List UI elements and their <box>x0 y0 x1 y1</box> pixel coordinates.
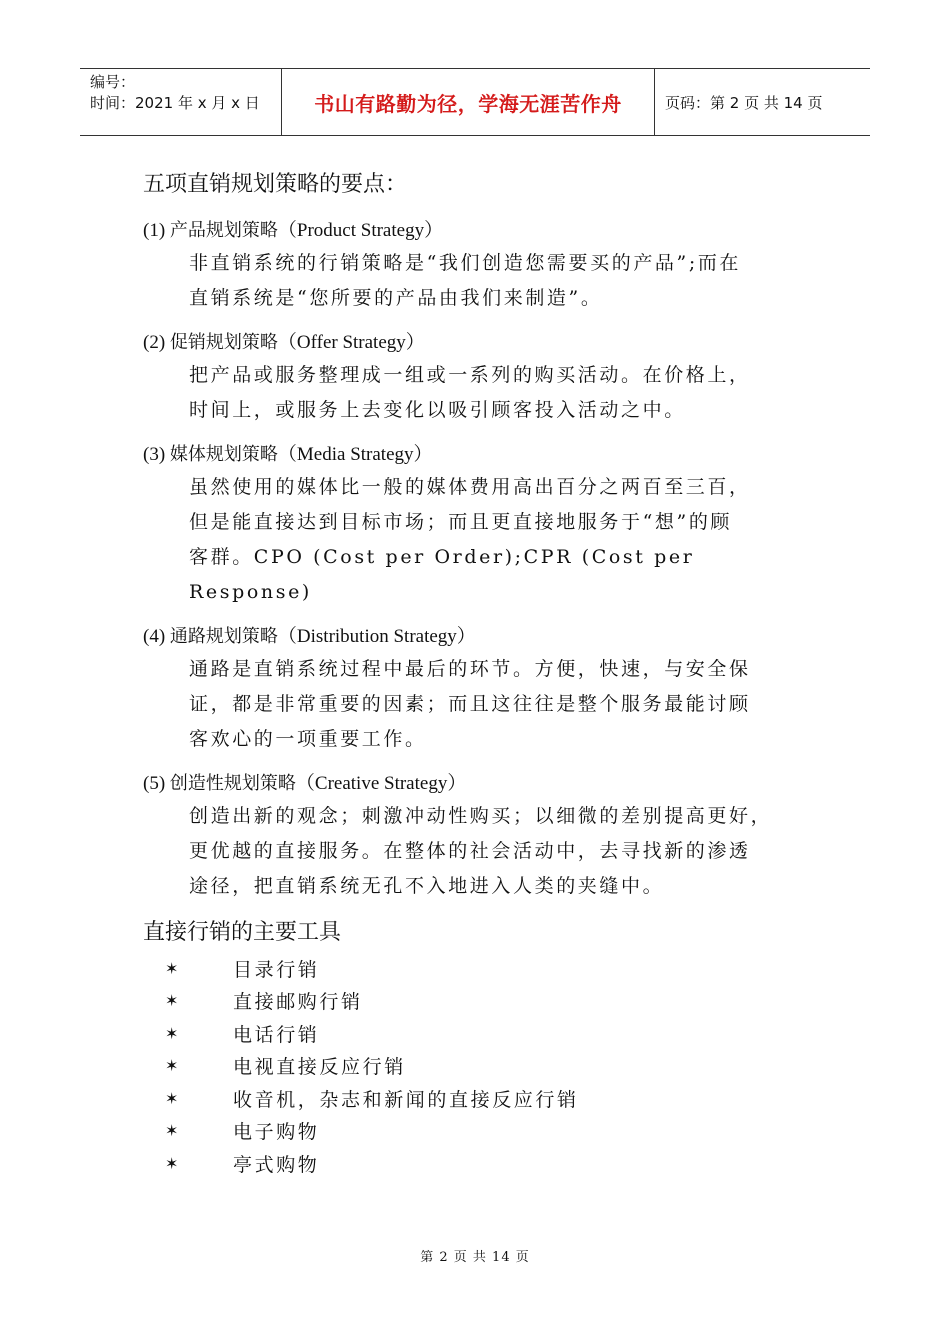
strategy-english: （Creative Strategy） <box>295 773 467 794</box>
strategy-item <box>143 622 823 757</box>
strategy-title: 媒体规划策略 <box>169 444 278 465</box>
star-bullet-icon: ✶ <box>165 1023 179 1043</box>
strategy-description <box>189 358 789 428</box>
strategy-item <box>143 328 823 428</box>
document-body <box>143 168 823 1180</box>
strategy-title: 促销规划策略 <box>169 332 278 353</box>
tool-label: 直接邮购行销 <box>233 991 363 1014</box>
strategy-number: (4) <box>143 626 170 647</box>
strategy-heading <box>143 769 823 799</box>
description-line: 客欢心的一项重要工作。 <box>189 728 427 750</box>
star-bullet-icon: ✶ <box>165 991 179 1011</box>
tool-label: 收音机，杂志和新闻的直接反应行销 <box>233 1088 579 1111</box>
strategy-item <box>143 769 823 904</box>
strategy-list <box>143 216 823 904</box>
tool-item <box>143 1082 823 1115</box>
strategy-item <box>143 440 823 610</box>
strategy-heading <box>143 328 823 358</box>
description-line: 直销系统是“您所要的产品由我们来制造”。 <box>189 287 603 309</box>
tool-item <box>143 1017 823 1050</box>
strategy-number: (3) <box>143 444 170 465</box>
description-line: 但是能直接达到目标市场；而且更直接地服务于“想”的顾 <box>189 511 733 533</box>
strategy-title: 创造性规划策略 <box>169 773 296 794</box>
star-bullet-icon: ✶ <box>165 958 179 978</box>
strategy-description <box>189 652 789 757</box>
page-footer: 第 2 页 共 14 页 <box>420 1250 530 1265</box>
strategy-number: (2) <box>143 332 170 353</box>
description-line: 更优越的直接服务。在整体的社会活动中，去寻找新的渗透 <box>189 840 751 862</box>
star-bullet-icon: ✶ <box>165 1056 179 1076</box>
description-line: 途径，把直销系统无孔不入地进入人类的夹缝中。 <box>189 875 665 897</box>
description-line: 通路是直销系统过程中最后的环节。方便，快速，与安全保 <box>189 658 751 680</box>
tool-label: 电视直接反应行销 <box>233 1056 406 1079</box>
star-bullet-icon: ✶ <box>165 1121 179 1141</box>
tools-list <box>143 952 823 1180</box>
page-header <box>80 68 870 136</box>
tool-label: 目录行销 <box>233 958 320 981</box>
header-page-info: 页码：第 2 页 共 14 页 <box>665 93 823 112</box>
star-bullet-icon: ✶ <box>165 1088 179 1108</box>
strategy-description <box>189 799 789 904</box>
time-label: 时间：2021 年 x 月 x 日 <box>90 94 260 112</box>
tool-item <box>143 985 823 1018</box>
description-line: 时间上，或服务上去变化以吸引顾客投入活动之中。 <box>189 399 686 421</box>
tool-item <box>143 1147 823 1180</box>
strategy-heading <box>143 622 823 652</box>
description-line: 把产品或服务整理成一组或一系列的购买活动。在价格上， <box>189 364 751 386</box>
strategy-number: (1) <box>143 220 170 241</box>
description-line: 创造出新的观念；刺激冲动性购买；以细微的差别提高更好， <box>189 805 773 827</box>
description-line: 虽然使用的媒体比一般的媒体费用高出百分之两百至三百， <box>189 476 751 498</box>
strategy-heading <box>143 216 823 246</box>
strategy-heading <box>143 440 823 470</box>
tool-label: 电话行销 <box>233 1023 320 1046</box>
strategy-number: (5) <box>143 773 170 794</box>
strategy-title: 通路规划策略 <box>169 626 278 647</box>
description-line: 客群。CPO (Cost per Order);CPR (Cost per Response) <box>189 546 695 603</box>
strategy-description <box>189 246 789 316</box>
strategy-english: （Offer Strategy） <box>277 332 425 353</box>
strategy-description <box>189 470 789 610</box>
tools-title: 直接行销的主要工具 <box>143 920 342 945</box>
tool-item <box>143 952 823 985</box>
tool-label: 电子购物 <box>233 1121 320 1144</box>
strategy-item <box>143 216 823 316</box>
description-line: 证，都是非常重要的因素；而且这往往是整个服务最能讨顾 <box>189 693 751 715</box>
strategy-english: （Media Strategy） <box>277 444 433 465</box>
number-label: 编号： <box>90 73 136 91</box>
tool-label: 亭式购物 <box>233 1153 320 1176</box>
strategy-english: （Distribution Strategy） <box>277 626 476 647</box>
section-title: 五项直销规划策略的要点： <box>143 172 408 197</box>
strategy-title: 产品规划策略 <box>169 220 278 241</box>
header-motto: 书山有路勤为径，学海无涯苦作舟 <box>282 69 655 135</box>
tool-item <box>143 1115 823 1148</box>
header-meta <box>80 69 282 135</box>
star-bullet-icon: ✶ <box>165 1153 179 1173</box>
strategy-english: （Product Strategy） <box>277 220 444 241</box>
tool-item <box>143 1050 823 1083</box>
description-line: 非直销系统的行销策略是“我们创造您需要买的产品”;而在 <box>189 252 742 274</box>
